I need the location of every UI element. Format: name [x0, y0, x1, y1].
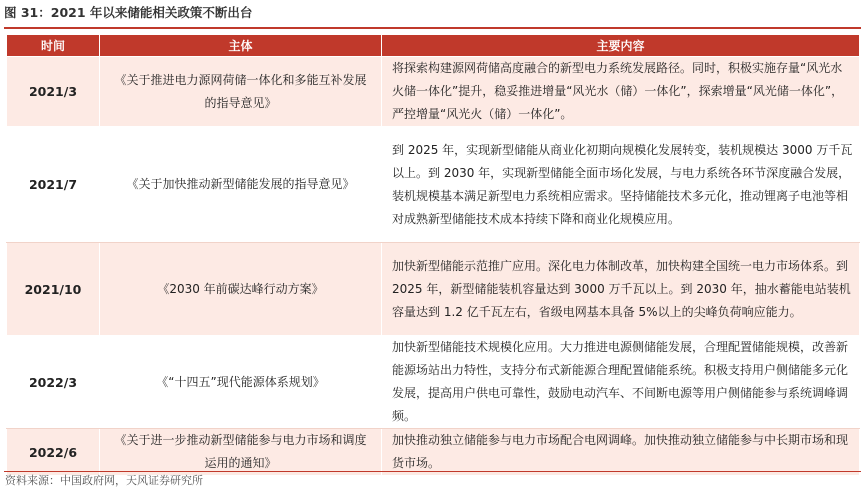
row-subject: 《2030 年前碳达峰行动方案》: [100, 243, 382, 336]
row-content: 将探索构建源网荷储高度融合的新型电力系统发展路径。同时，积极实施存量“风光水火储一体化”提升，稳妥推进增量“风光水（储）一体化”，探索增量“风光储一体化”，严控增量“风光火（储）一体化”。: [382, 57, 860, 127]
bottom-divider: [4, 471, 861, 472]
source-note: 资料来源：中国政府网，天风证券研究所: [5, 474, 203, 487]
header-time: 时间: [7, 35, 100, 57]
table-row: [7, 429, 860, 476]
header-subject: 主体: [100, 35, 382, 57]
row-time: 2022/6: [7, 429, 100, 476]
row-content: 到 2025 年，实现新型储能从商业化初期向规模化发展转变，装机规模达 3000 万千瓦以上。到 2030 年，实现新型储能全面市场化发展，与电力系统各环节深度融合发展，装机规模基本满足新型电力系统相应需求。坚持储能技术多元化，推动锂离子电池等相对成熟新型储能技术成本持续下降和商业化规模应用。: [382, 127, 860, 243]
title-divider: [4, 27, 861, 29]
row-content: 加快新型储能示范推广应用。深化电力体制改革，加快构建全国统一电力市场体系。到 2025 年，新型储能装机容量达到 3000 万千瓦以上。到 2030 年，抽水蓄能电站装机容量达到 1.2 亿千瓦左右，省级电网基本具备 5%以上的尖峰负荷响应能力。: [382, 243, 860, 336]
row-time: 2021/7: [7, 127, 100, 243]
row-subject: 《关于加快推动新型储能发展的指导意见》: [100, 127, 382, 243]
policy-table: [6, 34, 860, 476]
row-time: 2021/3: [7, 57, 100, 127]
row-time: 2021/10: [7, 243, 100, 336]
row-time: 2022/3: [7, 336, 100, 429]
table-row: [7, 336, 860, 429]
table-row: [7, 127, 860, 243]
row-content: 加快新型储能技术规模化应用。大力推进电源侧储能发展，合理配置储能规模，改善新能源场站出力特性，支持分布式新能源合理配置储能系统。积极支持用户侧储能多元化发展，提高用户供电可靠性，鼓励电动汽车、不间断电源等用户侧储能参与系统调峰调频。: [382, 336, 860, 429]
table-row: [7, 57, 860, 127]
row-subject: 《关于推进电力源网荷储一体化和多能互补发展的指导意见》: [100, 57, 382, 127]
row-subject: 《“十四五”现代能源体系规划》: [100, 336, 382, 429]
row-subject: 《关于进一步推动新型储能参与电力市场和调度运用的通知》: [100, 429, 382, 476]
figure-title: 图 31：2021 年以来储能相关政策不断出台: [4, 5, 253, 20]
row-content: 加快推动独立储能参与电力市场配合电网调峰。加快推动独立储能参与中长期市场和现货市场。: [382, 429, 860, 476]
table-header-row: [7, 35, 860, 57]
header-content: 主要内容: [382, 35, 860, 57]
table-row: [7, 243, 860, 336]
